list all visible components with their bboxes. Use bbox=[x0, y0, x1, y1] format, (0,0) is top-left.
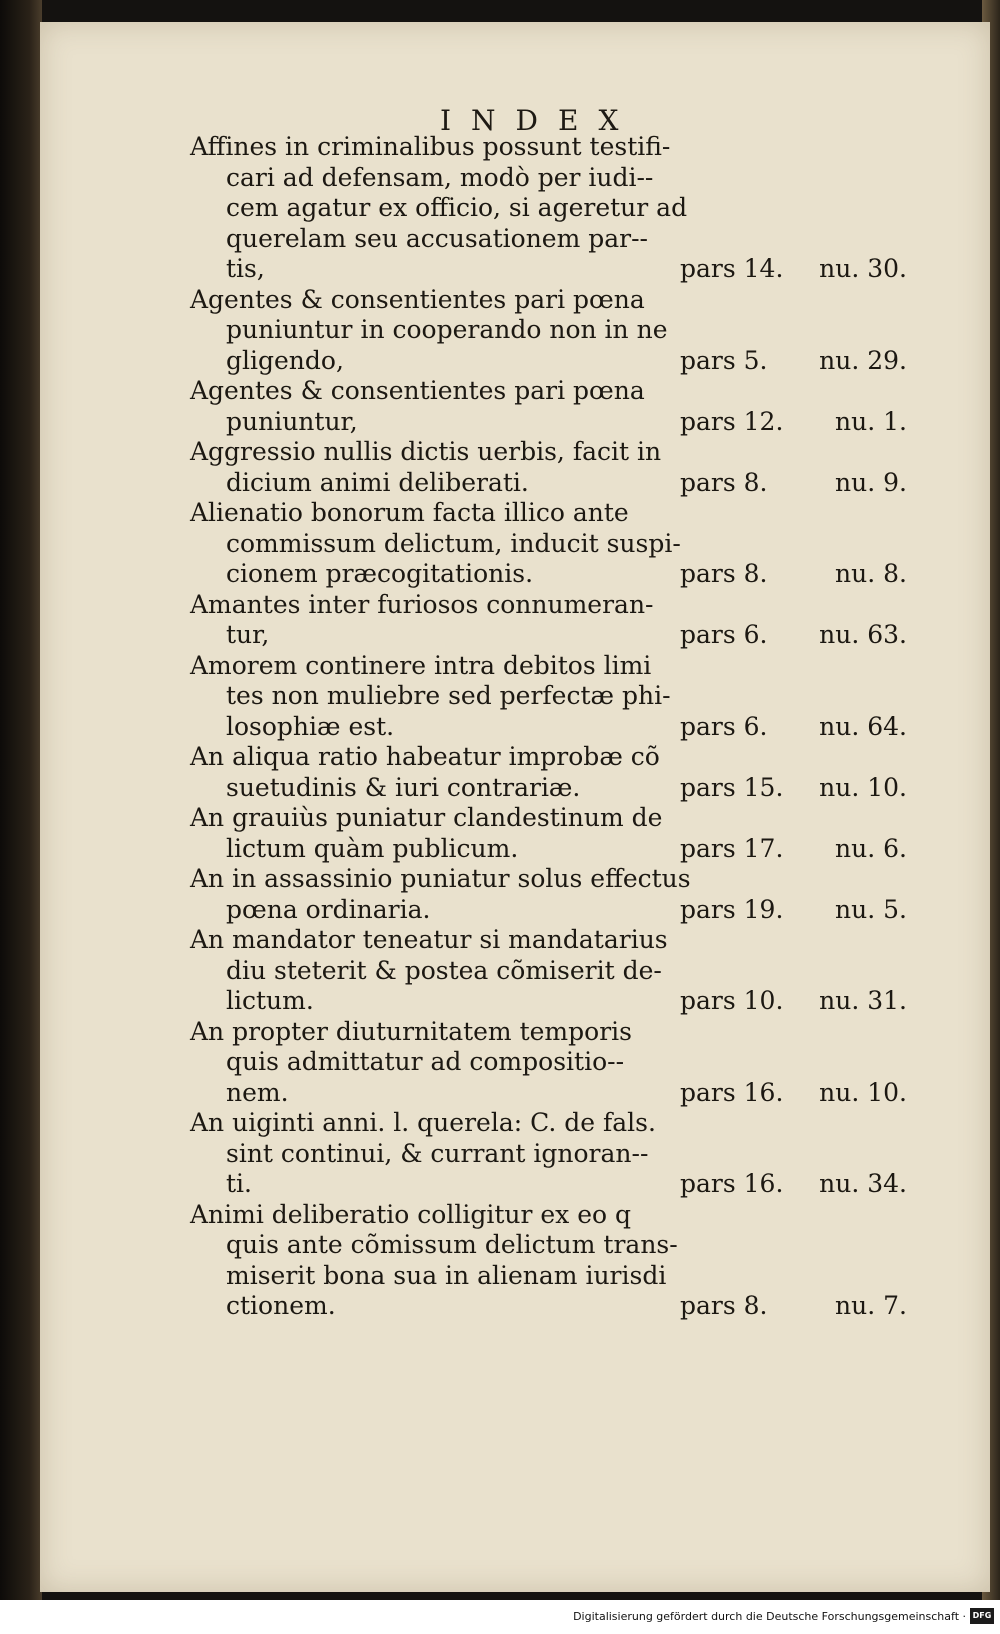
entry-headword-line: An mandator teneatur si mandatarius bbox=[190, 925, 668, 954]
entry-continuation-line: dicium animi deliberati. bbox=[226, 467, 529, 497]
pars-reference: pars 16. bbox=[680, 1077, 784, 1107]
number-reference: nu. 8. bbox=[835, 559, 907, 588]
pars-reference: pars 8. bbox=[680, 467, 768, 497]
index-entry bbox=[190, 285, 915, 377]
entry-reference bbox=[670, 895, 915, 926]
number-reference: nu. 34. bbox=[819, 1169, 907, 1198]
index-entry bbox=[190, 803, 915, 864]
entry-text bbox=[190, 803, 670, 864]
entry-continuation-line: cari ad defensam, modò per iudi-- bbox=[226, 162, 654, 192]
entry-continuation-line: querelam seu accusationem par-- bbox=[226, 223, 649, 253]
entry-text bbox=[190, 925, 670, 1017]
digitization-footer bbox=[0, 1600, 1000, 1634]
index-entry bbox=[190, 1200, 915, 1322]
index-entry bbox=[190, 1108, 915, 1200]
entry-continuation-line: ti. bbox=[226, 1169, 252, 1198]
index-entry bbox=[190, 376, 915, 437]
entry-headword-line: Amantes inter furiosos connumeran- bbox=[190, 589, 654, 619]
number-reference: nu. 31. bbox=[819, 986, 907, 1015]
scan-edge-left bbox=[0, 0, 42, 1600]
entry-reference bbox=[670, 254, 915, 285]
index-entries bbox=[190, 132, 915, 1322]
number-reference: nu. 10. bbox=[819, 1077, 907, 1107]
entry-reference bbox=[670, 407, 915, 438]
entry-headword-line: Agentes & consentientes pari pœna bbox=[190, 284, 645, 314]
pars-reference: pars 6. bbox=[680, 620, 768, 649]
entry-continuation-line: pœna ordinaria. bbox=[226, 894, 431, 924]
entry-reference bbox=[670, 346, 915, 377]
entry-text bbox=[190, 498, 681, 590]
entry-continuation-line: lictum quàm publicum. bbox=[226, 833, 519, 863]
dfg-logo-icon: DFG bbox=[970, 1608, 994, 1624]
entry-headword-line: An grauiùs puniatur clandestinum de bbox=[190, 803, 663, 832]
entry-continuation-line: suetudinis & iuri contrariæ. bbox=[226, 772, 581, 802]
index-entry bbox=[190, 864, 915, 925]
entry-text bbox=[190, 651, 670, 743]
entry-text bbox=[190, 437, 670, 498]
entry-continuation-line: nem. bbox=[226, 1077, 289, 1107]
entry-reference bbox=[670, 834, 915, 865]
entry-text bbox=[190, 864, 691, 925]
entry-continuation-line: puniuntur, bbox=[226, 406, 358, 436]
pars-reference: pars 16. bbox=[680, 1169, 784, 1198]
entry-headword-line: Animi deliberatio colligitur ex eo q bbox=[190, 1199, 632, 1229]
entry-continuation-line: miserit bona sua in alienam iurisdi bbox=[226, 1260, 667, 1290]
index-entry bbox=[190, 742, 915, 803]
entry-reference bbox=[670, 986, 915, 1017]
entry-continuation-line: tis, bbox=[226, 254, 265, 283]
entry-text bbox=[190, 132, 688, 285]
entry-headword-line: An aliqua ratio habeatur improbæ cõ bbox=[190, 742, 660, 771]
index-entry bbox=[190, 498, 915, 590]
entry-continuation-line: tur, bbox=[226, 620, 270, 649]
entry-reference bbox=[670, 559, 915, 590]
index-entry bbox=[190, 651, 915, 743]
entry-headword-line: Affines in criminalibus possunt testifi- bbox=[190, 132, 671, 161]
entry-text bbox=[190, 376, 670, 437]
entry-continuation-line: commissum delictum, inducit suspi- bbox=[226, 528, 681, 558]
entry-reference bbox=[670, 620, 915, 651]
entry-headword-line: Alienatio bonorum facta illico ante bbox=[190, 498, 629, 527]
entry-headword-line: An uiginti anni. l. querela: C. de fals. bbox=[190, 1108, 656, 1137]
entry-continuation-line: losophiæ est. bbox=[226, 711, 395, 741]
number-reference: nu. 63. bbox=[819, 620, 907, 649]
entry-reference bbox=[670, 1078, 915, 1109]
entry-headword-line: Aggressio nullis dictis uerbis, facit in bbox=[190, 437, 662, 466]
index-entry bbox=[190, 132, 915, 285]
entry-text bbox=[190, 1199, 678, 1322]
entry-continuation-line: gligendo, bbox=[226, 345, 344, 375]
entry-headword-line: An propter diuturnitatem temporis bbox=[190, 1016, 632, 1046]
entry-continuation-line: cionem præcogitationis. bbox=[226, 559, 534, 588]
entry-text bbox=[190, 285, 670, 377]
entry-reference bbox=[670, 1169, 915, 1200]
number-reference: nu. 10. bbox=[819, 772, 907, 802]
footer-credit: Digitalisierung gefördert durch die Deutsche Forschungsgemeinschaft · bbox=[573, 1610, 966, 1623]
entry-text bbox=[190, 742, 670, 803]
pars-reference: pars 6. bbox=[680, 711, 768, 741]
entry-continuation-line: quis admittatur ad compositio-- bbox=[226, 1047, 625, 1076]
entry-headword-line: Agentes & consentientes pari pœna bbox=[190, 376, 645, 405]
entry-reference bbox=[670, 712, 915, 743]
page-header: INDEX bbox=[440, 104, 639, 137]
number-reference: nu. 1. bbox=[835, 406, 907, 436]
entry-continuation-line: puniuntur in cooperando non in ne bbox=[226, 315, 668, 344]
pars-reference: pars 8. bbox=[680, 1291, 768, 1320]
index-entry bbox=[190, 590, 915, 651]
entry-continuation-line: diu steterit & postea cõmiserit de- bbox=[226, 955, 662, 985]
pars-reference: pars 19. bbox=[680, 894, 784, 924]
number-reference: nu. 5. bbox=[835, 894, 907, 924]
entry-continuation-line: lictum. bbox=[226, 986, 314, 1015]
number-reference: nu. 64. bbox=[819, 711, 907, 741]
index-entry bbox=[190, 437, 915, 498]
entry-text bbox=[190, 1108, 670, 1200]
index-entry bbox=[190, 925, 915, 1017]
entry-text bbox=[190, 1017, 670, 1109]
number-reference: nu. 30. bbox=[819, 254, 907, 283]
entry-headword-line: An in assassinio puniatur solus effectus bbox=[190, 864, 691, 893]
entry-continuation-line: sint continui, & currant ignoran-- bbox=[226, 1138, 649, 1168]
entry-headword-line: Amorem continere intra debitos limi bbox=[190, 650, 652, 680]
entry-reference bbox=[670, 468, 915, 499]
pars-reference: pars 15. bbox=[680, 772, 784, 802]
entry-continuation-line: tes non muliebre sed perfectæ phi- bbox=[226, 681, 671, 710]
number-reference: nu. 7. bbox=[835, 1291, 907, 1320]
pars-reference: pars 8. bbox=[680, 559, 768, 588]
pars-reference: pars 5. bbox=[680, 345, 768, 375]
entry-text bbox=[190, 590, 670, 651]
number-reference: nu. 6. bbox=[835, 833, 907, 863]
pars-reference: pars 10. bbox=[680, 986, 784, 1015]
entry-continuation-line: ctionem. bbox=[226, 1291, 336, 1320]
entry-reference bbox=[670, 1291, 915, 1322]
pars-reference: pars 12. bbox=[680, 406, 784, 436]
entry-continuation-line: quis ante cõmissum delictum trans- bbox=[226, 1230, 678, 1259]
number-reference: nu. 29. bbox=[819, 345, 907, 375]
entry-reference bbox=[670, 773, 915, 804]
pars-reference: pars 14. bbox=[680, 254, 784, 283]
number-reference: nu. 9. bbox=[835, 467, 907, 497]
entry-continuation-line: cem agatur ex officio, si ageretur ad bbox=[226, 193, 688, 222]
pars-reference: pars 17. bbox=[680, 833, 784, 863]
index-entry bbox=[190, 1017, 915, 1109]
